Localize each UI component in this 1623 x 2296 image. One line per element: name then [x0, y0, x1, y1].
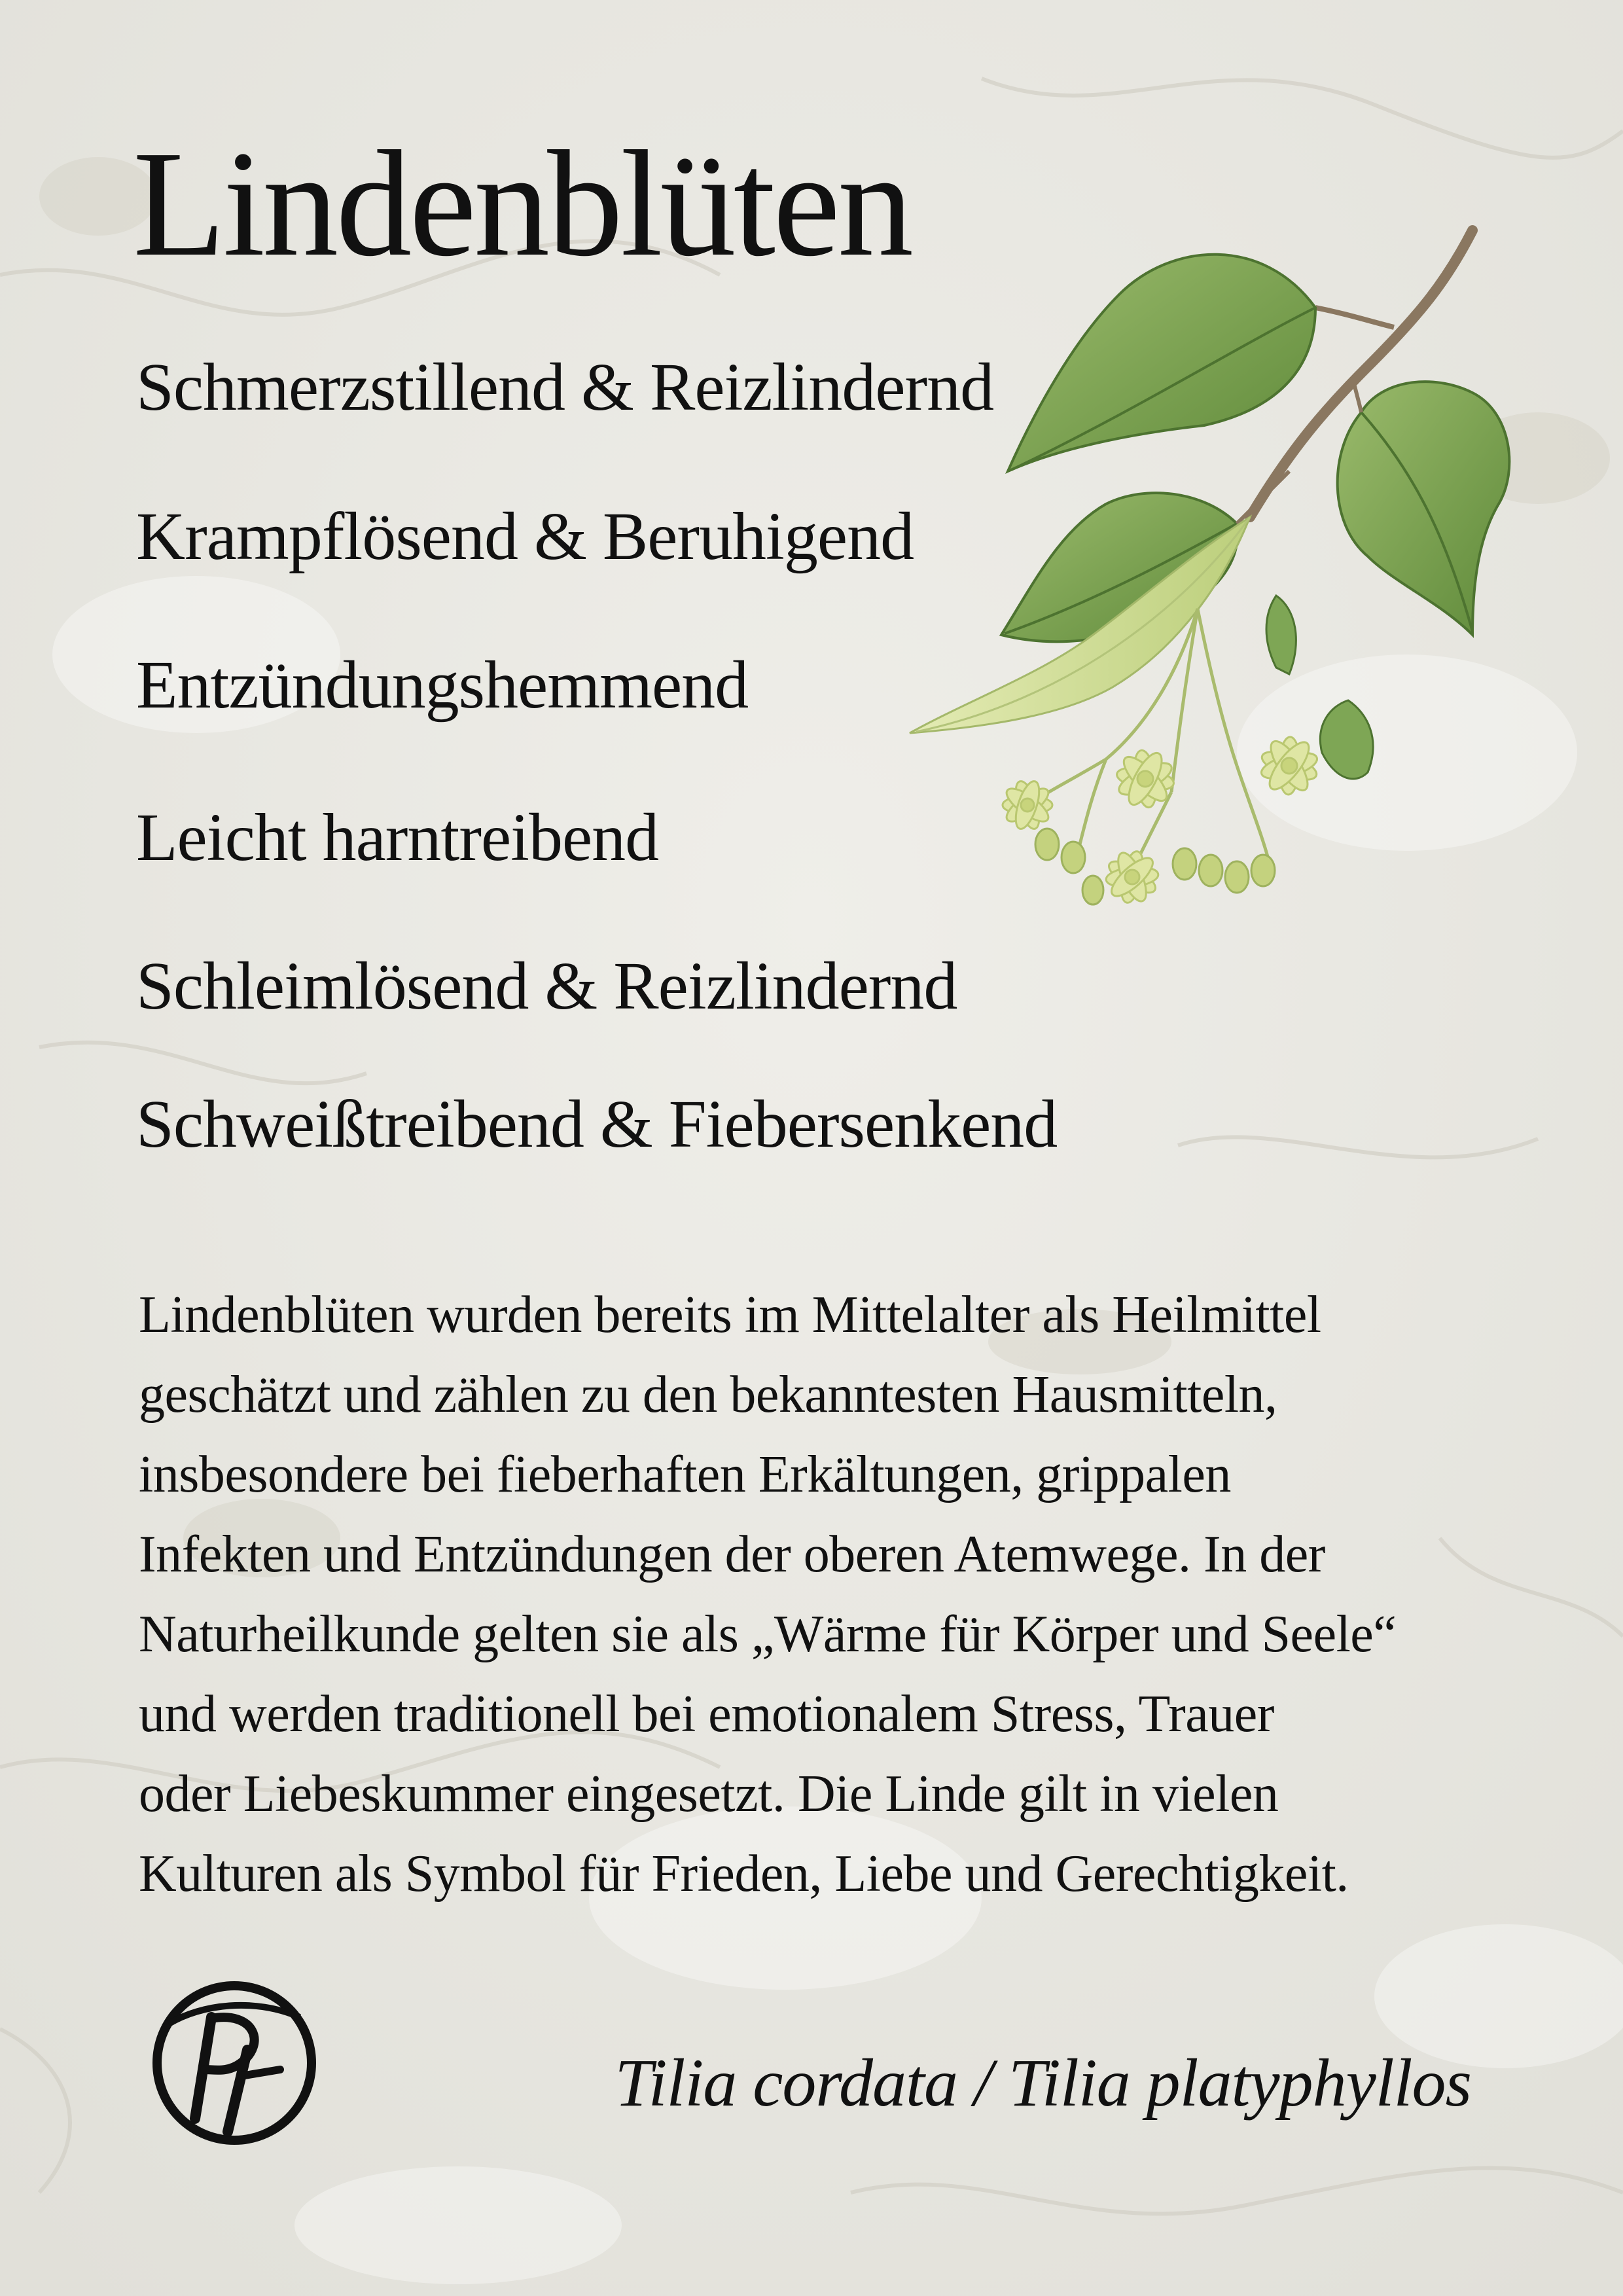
property-item: Schmerzstillend & Reizlindernd	[136, 350, 994, 425]
description-line: Infekten und Entzündungen der oberen Atemwege. In der	[139, 1526, 1325, 1583]
linden-branch-illustration	[897, 216, 1518, 1067]
property-item: Leicht harntreibend	[136, 800, 659, 875]
property-item: Schleimlösend & Reizlindernd	[136, 948, 957, 1024]
description-line: Kulturen als Symbol für Frieden, Liebe und Gerechtigkeit.	[139, 1845, 1349, 1903]
property-item: Schweißtreibend & Fiebersenkend	[136, 1086, 1058, 1162]
description-line: geschätzt und zählen zu den bekanntesten Hausmitteln,	[139, 1366, 1277, 1424]
botanical-name: Tilia cordata / Tilia platyphyllos	[615, 2045, 1471, 2121]
description-line: Lindenblüten wurden bereits im Mittelalter als Heilmittel	[139, 1286, 1321, 1344]
page-title: Lindenblüten	[133, 120, 912, 288]
description-line: oder Liebeskummer eingesetzt. Die Linde gilt in vielen	[139, 1765, 1279, 1823]
description-line: insbesondere bei fieberhaften Erkältungen, grippalen	[139, 1446, 1231, 1503]
property-item: Krampflösend & Beruhigend	[136, 499, 914, 574]
description-line: Naturheilkunde gelten sie als „Wärme für Körper und Seele“	[139, 1605, 1397, 1663]
description-line: und werden traditionell bei emotionalem Stress, Trauer	[139, 1685, 1274, 1743]
property-item: Entzündungshemmend	[136, 647, 749, 723]
description-paragraph	[139, 1275, 1546, 1914]
pf-monogram-logo	[143, 1971, 326, 2155]
